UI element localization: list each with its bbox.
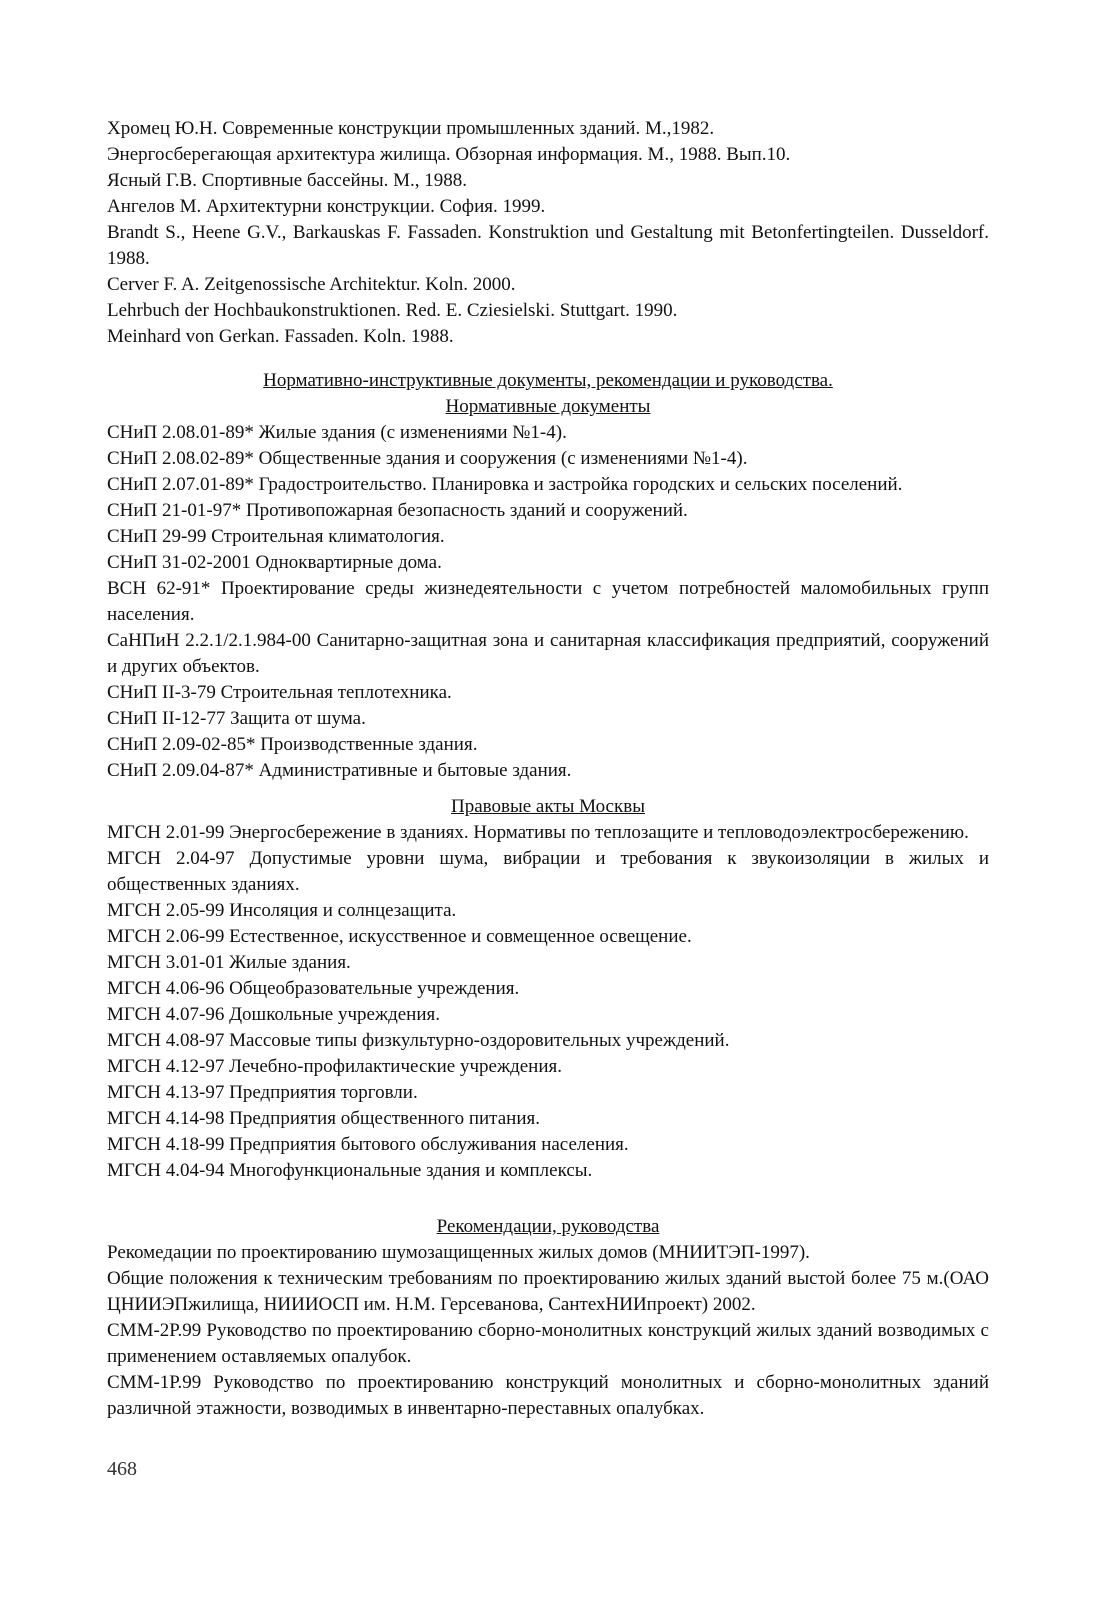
list-item: МГСН 4.08-97 Массовые типы физкультурно-оздоровительных учреждений. bbox=[107, 1030, 730, 1051]
section-title: Нормативно-инструктивные документы, рекомендации и руководства. bbox=[263, 370, 833, 391]
list-item: Lehrbuch der Hochbaukonstruktionen. Red. E. Cziesielski. Stuttgart. 1990. bbox=[107, 300, 678, 321]
list-item: СНиП 2.08.01-89* Жилые здания (с изменениями №1-4). bbox=[107, 422, 567, 443]
list-item: МГСН 2.06-99 Естественное, искусственное и совмещенное освещение. bbox=[107, 926, 692, 947]
list-item: МГСН 2.01-99 Энергосбережение в зданиях. Нормативы по теплозащите и тепловодоэлектросбережению. bbox=[107, 822, 969, 843]
list-item: МГСН 3.01-01 Жилые здания. bbox=[107, 952, 351, 973]
list-item: МГСН 4.12-97 Лечебно-профилактические учреждения. bbox=[107, 1056, 562, 1077]
list-item: СНиП II-3-79 Строительная теплотехника. bbox=[107, 682, 452, 703]
list-item: Ангелов М. Архитектурни конструкции. София. 1999. bbox=[107, 196, 546, 217]
list-item: МГСН 4.04-94 Многофункциональные здания и комплексы. bbox=[107, 1160, 593, 1181]
list-item: Ясный Г.В. Спортивные бассейны. М., 1988. bbox=[107, 170, 467, 191]
list-item: СНиП II-12-77 Защита от шума. bbox=[107, 708, 366, 729]
moscow-list bbox=[107, 820, 989, 1184]
list-item: СНиП 2.08.02-89* Общественные здания и сооружения (с изменениями №1-4). bbox=[107, 448, 748, 469]
list-item: МГСН 4.13-97 Предприятия торговли. bbox=[107, 1082, 418, 1103]
list-item: СНиП 29-99 Строительная климатология. bbox=[107, 526, 445, 547]
list-item: СНиП 2.07.01-89* Градостроительство. Планировка и застройка городских и сельских поселений. bbox=[107, 474, 903, 495]
literature-list bbox=[107, 116, 989, 350]
list-item: МГСН 4.14-98 Предприятия общественного питания. bbox=[107, 1108, 540, 1129]
list-item: Brandt S., Heene G.V., Barkauskas F. Fassaden. Konstruktion und Gestaltung mit Betonfertingteilen. Dusseldorf. 1988. bbox=[107, 222, 989, 269]
list-item: СНиП 31-02-2001 Одноквартирные дома. bbox=[107, 552, 442, 573]
list-item: Рекомедации по проектированию шумозащищенных жилых домов (МНИИТЭП-1997). bbox=[107, 1242, 810, 1263]
list-item: МГСН 4.18-99 Предприятия бытового обслуживания населения. bbox=[107, 1134, 629, 1155]
recommendations-heading: Рекомендации, руководства bbox=[436, 1216, 660, 1237]
list-item: МГСН 2.04-97 Допустимые уровни шума, вибрации и требования к звукоизоляции в жилых и общественных зданиях. bbox=[107, 848, 989, 895]
list-item: МГСН 4.07-96 Дошкольные учреждения. bbox=[107, 1004, 441, 1025]
list-item: СММ-2Р.99 Руководство по проектированию сборно-монолитных конструкций жилых зданий возводимых с применением оставляемых опалубок. bbox=[107, 1320, 989, 1367]
moscow-heading: Правовые акты Москвы bbox=[451, 796, 645, 817]
normative-list bbox=[107, 420, 989, 784]
list-item: Хромец Ю.Н. Современные конструкции промышленных зданий. М.,1982. bbox=[107, 118, 715, 139]
list-item: Энергосберегающая архитектура жилища. Обзорная информация. М., 1988. Вып.10. bbox=[107, 144, 791, 165]
list-item: ВСН 62-91* Проектирование среды жизнедеятельности с учетом потребностей маломобильных групп населения. bbox=[107, 578, 989, 625]
normative-heading: Нормативные документы bbox=[445, 396, 651, 417]
list-item: СНиП 21-01-97* Противопожарная безопасность зданий и сооружений. bbox=[107, 500, 688, 521]
list-item: МГСН 2.05-99 Инсоляция и солнцезащита. bbox=[107, 900, 457, 921]
recommendations-list bbox=[107, 1240, 989, 1422]
list-item: Общие положения к техническим требованиям по проектированию жилых зданий выстой более 75 м.(ОАО ЦНИИЭПжилища, НИИИОСП им. Н.М. Герсеванова, СантехНИИпроект) 2002. bbox=[107, 1268, 989, 1315]
page-number: 468 bbox=[107, 1458, 137, 1480]
list-item: СНиП 2.09-02-85* Производственные здания. bbox=[107, 734, 478, 755]
list-item: Cerver F. A. Zeitgenossische Architektur. Koln. 2000. bbox=[107, 274, 516, 295]
list-item: СММ-1Р.99 Руководство по проектированию конструкций монолитных и сборно-монолитных зданий различной этажности, возводимых в инвентарно-переставных опалубках. bbox=[107, 1372, 989, 1419]
list-item: МГСН 4.06-96 Общеобразовательные учреждения. bbox=[107, 978, 520, 999]
page-content bbox=[107, 116, 989, 1422]
list-item: Meinhard von Gerkan. Fassaden. Koln. 1988. bbox=[107, 326, 454, 347]
list-item: СаНПиН 2.2.1/2.1.984-00 Санитарно-защитная зона и санитарная классификация предприятий, сооружений и других объектов. bbox=[107, 630, 989, 677]
list-item: СНиП 2.09.04-87* Административные и бытовые здания. bbox=[107, 760, 572, 781]
